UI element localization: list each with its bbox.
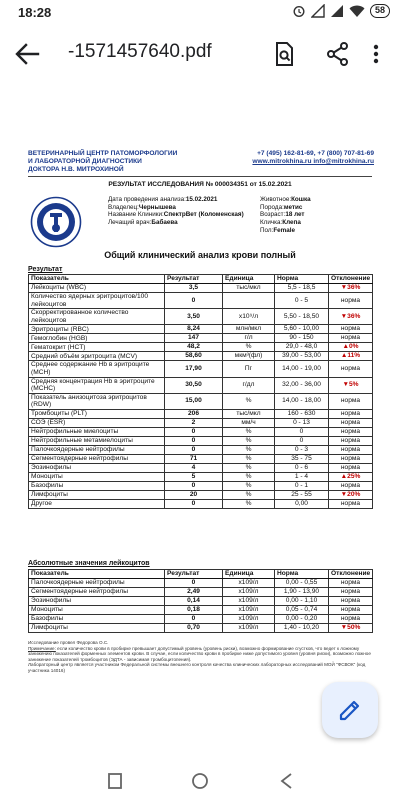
indicator-cell: Моноциты — [29, 472, 165, 481]
analysis-info — [108, 196, 244, 227]
table-row — [29, 284, 373, 293]
table-row — [29, 325, 373, 334]
lab-name-line-1: ВЕТЕРИНАРНЫЙ ЦЕНТР ПАТОМОРФОЛОГИИ — [28, 150, 178, 157]
info-row-date: Дата проведения анализа:15.02.2021 — [108, 196, 218, 203]
deviation-cell: ▼50% — [329, 624, 373, 633]
indicator-cell: Скорректированное количество лейкоцитов — [29, 309, 165, 325]
document-title: -1571457640.pdf — [68, 41, 212, 62]
norm-cell: 0 - 13 — [275, 418, 329, 427]
norm-cell: 0 - 6 — [275, 463, 329, 472]
deviation-cell: норма — [329, 615, 373, 624]
unit-cell: х109/л — [223, 615, 275, 624]
indicator-cell: Моноциты — [29, 606, 165, 615]
indicator-cell: Среднее содержание Hb в эритроците (MCH) — [29, 361, 165, 377]
unit-cell: х10⁹/л — [223, 309, 275, 325]
result-cell: 206 — [165, 409, 223, 418]
result-cell: 17,90 — [165, 361, 223, 377]
info-row-name: Кличка:Клепа — [260, 219, 301, 227]
deviation-cell: норма — [329, 293, 373, 309]
norm-cell: 1 - 4 — [275, 472, 329, 481]
lab-website-link[interactable]: www.mitrokhina.ru info@mitrokhina.ru — [252, 158, 374, 165]
unit-cell: % — [223, 490, 275, 499]
norm-cell: 0,00 - 0,20 — [275, 615, 329, 624]
nav-home-button[interactable] — [189, 770, 211, 792]
unit-cell: % — [223, 393, 275, 409]
status-bar — [0, 0, 400, 26]
table-row — [29, 499, 373, 508]
table-row — [29, 377, 373, 393]
status-time: 18:28 — [18, 5, 52, 20]
unit-cell: мм/ч — [223, 418, 275, 427]
unit-cell: х109/л — [223, 624, 275, 633]
indicator-cell: Количество ядерных эритроцитов/100 лейкоцитов — [29, 293, 165, 309]
norm-cell: 5,60 - 10,00 — [275, 325, 329, 334]
header-divider — [28, 176, 372, 177]
deviation-cell: норма — [329, 481, 373, 490]
col-header-indicator: Показатель — [29, 275, 165, 284]
battery-icon: 58 — [370, 4, 390, 18]
indicator-cell: Палочкоядерные нейтрофилы — [29, 445, 165, 454]
info-row-animal: Животное:Кошка — [260, 196, 311, 203]
col-header-result: Результат — [165, 275, 223, 284]
unit-cell: г/дл — [223, 377, 275, 393]
footnote-label: Примечание: — [28, 645, 56, 651]
more-options-button[interactable] — [364, 40, 388, 68]
unit-cell: % — [223, 481, 275, 490]
table-row — [29, 615, 373, 624]
table-row — [29, 490, 373, 499]
norm-cell: 0 - 3 — [275, 445, 329, 454]
deviation-cell: норма — [329, 597, 373, 606]
section-result-label: Результат — [28, 266, 63, 273]
deviation-cell: норма — [329, 463, 373, 472]
indicator-cell: Лимфоциты — [29, 624, 165, 633]
deviation-cell: норма — [329, 409, 373, 418]
deviation-cell: ▼36% — [329, 284, 373, 293]
result-cell: 3,5 — [165, 284, 223, 293]
unit-cell: мкм³(фл) — [223, 352, 275, 361]
table-row — [29, 393, 373, 409]
col-header-unit: Единица — [223, 570, 275, 579]
indicator-cell: Нейтрофильные метамиелоциты — [29, 436, 165, 445]
result-cell: 0,18 — [165, 606, 223, 615]
indicator-cell: Эозинофилы — [29, 463, 165, 472]
table-row — [29, 409, 373, 418]
result-cell: 15,00 — [165, 393, 223, 409]
result-cell: 3,50 — [165, 309, 223, 325]
more-vert-icon — [364, 40, 388, 68]
info-row-clinic: Название Клиники:СпектрВет (Коломенская) — [108, 211, 244, 219]
footnote-certification: Лабораторный центр является участником Федеральной системы внешнего контроля качества клинических лабораторных исследований МОЙ "ФСВОК" (код участника 14016) — [28, 662, 366, 673]
signal-icon-2 — [330, 4, 344, 18]
recents-icon — [104, 770, 126, 792]
unit-cell: х109/л — [223, 606, 275, 615]
info-row-breed: Порода:метис — [260, 203, 303, 211]
norm-cell: 39,00 - 53,00 — [275, 352, 329, 361]
deviation-cell: ▼20% — [329, 490, 373, 499]
indicator-cell: Сегментоядерные нейтрофилы — [29, 588, 165, 597]
unit-cell: Пг — [223, 361, 275, 377]
unit-cell: % — [223, 436, 275, 445]
result-title: РЕЗУЛЬТАТ ИССЛЕДОВАНИЯ № 000034351 от 15.02.2021 — [108, 181, 292, 188]
wifi-icon — [349, 4, 365, 18]
footnote-note — [28, 646, 372, 663]
deviation-cell: норма — [329, 499, 373, 508]
unit-cell: млн/мкл — [223, 325, 275, 334]
table-row — [29, 463, 373, 472]
norm-cell: 5,5 - 18,5 — [275, 284, 329, 293]
footnote-author: Исследование провел Федорова О.С. — [28, 640, 109, 645]
share-icon — [324, 40, 352, 68]
absolute-table-header — [29, 570, 373, 579]
analysis-title: Общий клинический анализ крови полный — [104, 250, 296, 260]
norm-cell: 160 - 630 — [275, 409, 329, 418]
norm-cell: 35 - 75 — [275, 454, 329, 463]
unit-cell: % — [223, 472, 275, 481]
result-cell: 58,60 — [165, 352, 223, 361]
result-cell: 48,2 — [165, 343, 223, 352]
absolute-values-table — [28, 569, 373, 633]
norm-cell: 0 — [275, 436, 329, 445]
info-row-sex: Пол:Female — [260, 226, 296, 234]
info-row-owner: Владелец:Чернышева — [108, 203, 176, 211]
footnote-text: если количество крови в пробирке превышает допустимый уровень (уровень риски), возможно формирование сгустков, что ведет к ложному занижению показателей форменных элементов крови. В случае, если количество крови в пробирке ниже допустимого уровня (уровня риски), возможно ложное занижение показателей тромбоцитов (ЭДТА - зависимая тромбоцитопения). — [28, 645, 371, 662]
back-triangle-icon — [276, 770, 298, 792]
deviation-cell: норма — [329, 436, 373, 445]
result-cell: 20 — [165, 490, 223, 499]
indicator-cell: Гематокрит (HCT) — [29, 343, 165, 352]
unit-cell — [223, 293, 275, 309]
result-cell: 5 — [165, 472, 223, 481]
table-row — [29, 418, 373, 427]
norm-cell: 0,05 - 0,74 — [275, 606, 329, 615]
deviation-cell: норма — [329, 361, 373, 377]
norm-cell: 1,90 - 13,90 — [275, 588, 329, 597]
info-row-doctor: Лечащий врач:Бабаева — [108, 219, 178, 227]
indicator-cell: СОЭ (ESR) — [29, 418, 165, 427]
result-cell: 0,70 — [165, 624, 223, 633]
indicator-cell: Лимфоциты — [29, 490, 165, 499]
lab-name-line-3: ДОКТОРА Н.В. МИТРОХИНОЙ — [28, 166, 124, 173]
col-header-norm: Норма — [275, 570, 329, 579]
table-row — [29, 436, 373, 445]
table-row — [29, 481, 373, 490]
indicator-cell: Базофилы — [29, 615, 165, 624]
norm-cell: 14,00 - 19,00 — [275, 361, 329, 377]
norm-cell: 29,0 - 48,0 — [275, 343, 329, 352]
result-cell: 0 — [165, 579, 223, 588]
deviation-cell: ▲0% — [329, 343, 373, 352]
col-header-indicator: Показатель — [29, 570, 165, 579]
nav-recents-button[interactable] — [104, 770, 126, 792]
table-row — [29, 624, 373, 633]
home-icon — [189, 770, 211, 792]
indicator-cell: Базофилы — [29, 481, 165, 490]
unit-cell: % — [223, 343, 275, 352]
info-row-age: Возраст:18 лет — [260, 211, 305, 219]
deviation-cell: норма — [329, 606, 373, 615]
signal-icon — [311, 4, 325, 18]
result-cell: 2,49 — [165, 588, 223, 597]
deviation-cell: ▼36% — [329, 309, 373, 325]
deviation-cell: ▲25% — [329, 472, 373, 481]
result-cell: 0 — [165, 445, 223, 454]
result-cell: 2 — [165, 418, 223, 427]
result-cell: 0 — [165, 499, 223, 508]
norm-cell: 32,00 - 36,00 — [275, 377, 329, 393]
deviation-cell: норма — [329, 418, 373, 427]
back-button[interactable] — [12, 40, 42, 68]
col-header-deviation: Отклонение — [329, 275, 373, 284]
table-row — [29, 309, 373, 325]
col-header-norm: Норма — [275, 275, 329, 284]
deviation-cell: ▲11% — [329, 352, 373, 361]
pdf-page — [22, 134, 378, 706]
nav-back-button[interactable] — [276, 770, 298, 792]
result-cell: 0 — [165, 427, 223, 436]
deviation-cell: норма — [329, 579, 373, 588]
animal-info — [260, 196, 311, 235]
document-search-icon — [270, 40, 298, 68]
table-row — [29, 293, 373, 309]
unit-cell: % — [223, 454, 275, 463]
status-icons — [292, 4, 390, 18]
table-row — [29, 579, 373, 588]
norm-cell: 0 — [275, 427, 329, 436]
norm-cell: 1,40 - 10,20 — [275, 624, 329, 633]
document-viewer[interactable] — [0, 82, 400, 760]
norm-cell: 0 - 5 — [275, 293, 329, 309]
result-cell: 0 — [165, 615, 223, 624]
table-row — [29, 588, 373, 597]
norm-cell: 25 - 55 — [275, 490, 329, 499]
indicator-cell: Средний объём эритроцита (MCV) — [29, 352, 165, 361]
unit-cell: % — [223, 499, 275, 508]
lab-logo — [30, 196, 82, 248]
indicator-cell: Показатель анизоцитоза эритроцитов (RDW) — [29, 393, 165, 409]
deviation-cell: норма — [329, 454, 373, 463]
result-cell: 0 — [165, 293, 223, 309]
table-row — [29, 427, 373, 436]
indicator-cell: Эритроциты (RBC) — [29, 325, 165, 334]
unit-cell: х109/л — [223, 597, 275, 606]
deviation-cell: норма — [329, 334, 373, 343]
unit-cell: х109/л — [223, 579, 275, 588]
norm-cell: 0,00 — [275, 499, 329, 508]
result-cell: 4 — [165, 463, 223, 472]
unit-cell: % — [223, 427, 275, 436]
lab-contacts — [252, 150, 374, 166]
unit-cell: тыс/мкл — [223, 284, 275, 293]
indicator-cell: Тромбоциты (PLT) — [29, 409, 165, 418]
footnote — [28, 640, 372, 674]
result-cell: 8,24 — [165, 325, 223, 334]
result-cell: 147 — [165, 334, 223, 343]
norm-cell: 5,50 - 18,50 — [275, 309, 329, 325]
unit-cell: % — [223, 463, 275, 472]
indicator-cell: Эозинофилы — [29, 597, 165, 606]
table-row — [29, 472, 373, 481]
unit-cell: х109/л — [223, 588, 275, 597]
indicator-cell: Другое — [29, 499, 165, 508]
result-cell: 0,14 — [165, 597, 223, 606]
table-row — [29, 597, 373, 606]
table-row — [29, 343, 373, 352]
results-table — [28, 274, 373, 509]
result-cell: 0 — [165, 481, 223, 490]
lab-phones: +7 (495) 162-81-69, +7 (800) 707-81-69 — [257, 150, 374, 157]
norm-cell: 14,00 - 18,00 — [275, 393, 329, 409]
table-row — [29, 334, 373, 343]
deviation-cell: норма — [329, 445, 373, 454]
col-header-deviation: Отклонение — [329, 570, 373, 579]
indicator-cell: Средняя концентрация Hb в эритроците (MCHC) — [29, 377, 165, 393]
share-button[interactable] — [324, 40, 352, 68]
table-row — [29, 361, 373, 377]
indicator-cell: Нейтрофильные миелоциты — [29, 427, 165, 436]
unit-cell: г/л — [223, 334, 275, 343]
system-nav-bar — [0, 760, 400, 800]
table-row — [29, 454, 373, 463]
search-in-document-button[interactable] — [270, 40, 298, 68]
result-cell: 71 — [165, 454, 223, 463]
result-cell: 30,50 — [165, 377, 223, 393]
result-cell: 0 — [165, 436, 223, 445]
app-bar — [0, 26, 400, 82]
deviation-cell: норма — [329, 588, 373, 597]
norm-cell: 0 - 1 — [275, 481, 329, 490]
indicator-cell: Гемоглобин (HGB) — [29, 334, 165, 343]
pencil-icon — [338, 698, 362, 722]
alarm-icon — [292, 4, 306, 18]
lab-name — [28, 150, 208, 174]
section-absolute-label: Абсолютные значения лейкоцитов — [28, 560, 150, 567]
lab-name-line-2: И ЛАБОРАТОРНОЙ ДИАГНОСТИКИ — [28, 158, 142, 165]
norm-cell: 0,00 - 0,55 — [275, 579, 329, 588]
indicator-cell: Палочкоядерные нейтрофилы — [29, 579, 165, 588]
indicator-cell: Лейкоциты (WBC) — [29, 284, 165, 293]
table-row — [29, 606, 373, 615]
arrow-back-icon — [12, 40, 42, 68]
results-table-header — [29, 275, 373, 284]
col-header-unit: Единица — [223, 275, 275, 284]
deviation-cell: ▼5% — [329, 377, 373, 393]
norm-cell: 0,00 - 1,10 — [275, 597, 329, 606]
table-row — [29, 352, 373, 361]
col-header-result: Результат — [165, 570, 223, 579]
unit-cell: % — [223, 445, 275, 454]
deviation-cell: норма — [329, 427, 373, 436]
unit-cell: тыс/мкл — [223, 409, 275, 418]
table-row — [29, 445, 373, 454]
norm-cell: 90 - 150 — [275, 334, 329, 343]
indicator-cell: Сегментоядерные нейтрофилы — [29, 454, 165, 463]
deviation-cell: норма — [329, 325, 373, 334]
deviation-cell: норма — [329, 393, 373, 409]
edit-fab-button[interactable] — [322, 682, 378, 738]
